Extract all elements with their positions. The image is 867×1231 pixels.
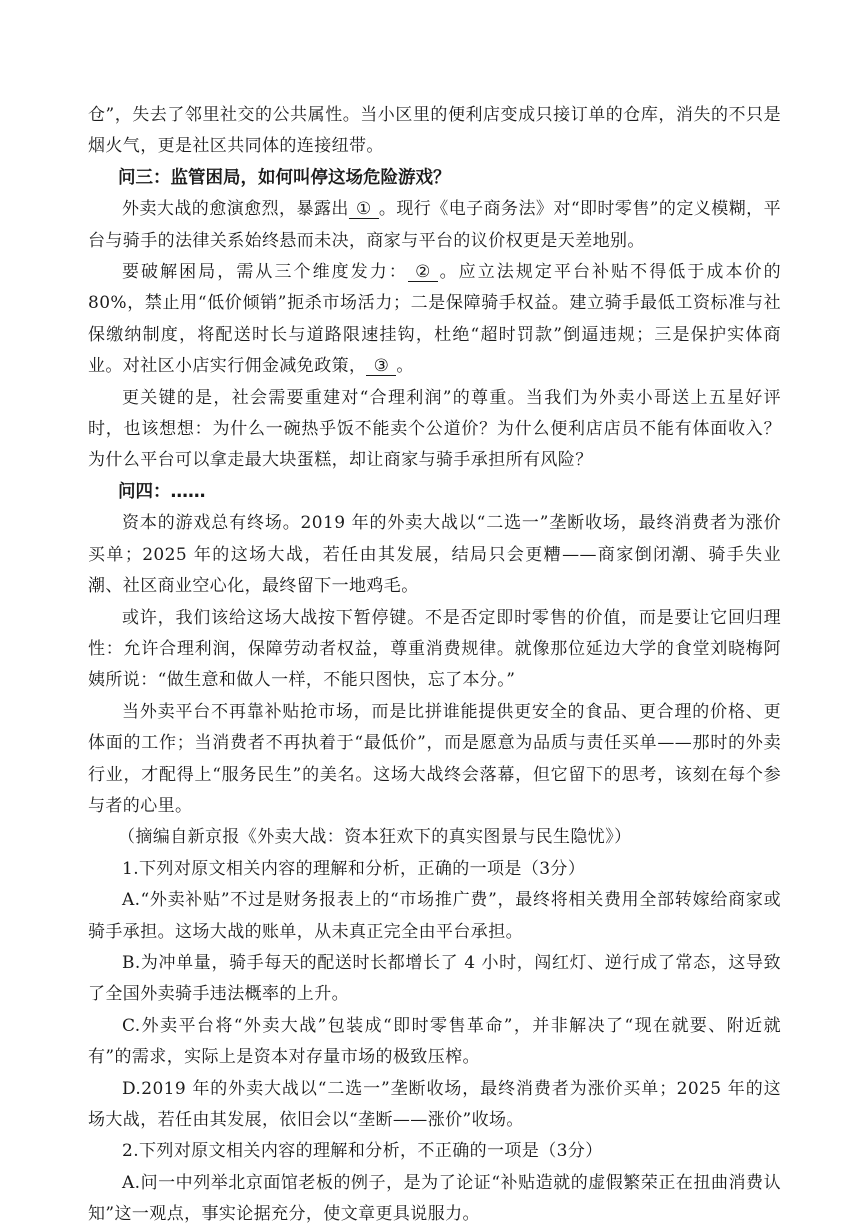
paragraph-conclusion: 当外卖平台不再靠补贴抢市场，而是比拼谁能提供更安全的食品、更合理的价格、更体面的工作；当消费者不再执着于“最低价”，而是愿意为品质与责任买单——那时的外卖行业，才配得上“服务民生”的美名。这场大战终会落幕，但它留下的思考，该刻在每个参与者的心里。 [88,701,781,816]
paragraph-text: 外卖大战的愈演愈烈，暴露出 [122,199,349,220]
question-1-option-c: C.外卖平台将“外卖大战”包装成“即时零售革命”，并非解决了“现在就要、附近就有”的需求，实际上是资本对存量市场的极致压榨。 [88,1015,781,1068]
fill-blank-1: ① [349,200,379,219]
fill-blank-3: ③ [366,357,396,376]
question-1-option-d: D.2019 年的外卖大战以“二选一”垄断收场，最终消费者为涨价买单；2025 年的这场大战，若任由其发展，依旧会以“垄断——涨价”收场。 [88,1078,781,1130]
question-2-stem: 2.下列对原文相关内容的理解和分析，不正确的一项是（3分） [122,1141,603,1162]
question-1-stem: 1.下列对原文相关内容的理解和分析，正确的一项是（3分） [122,858,586,879]
intro-paragraph-tail: 仓”，失去了邻里社交的公共属性。当小区里的便利店变成只接订单的仓库，消失的不只是烟火气，更是社区共同体的连接纽带。 [88,105,781,157]
question-1-option-a: A.“外卖补贴”不过是财务报表上的“市场推广费”，最终将相关费用全部转嫁给商家或骑手承担。这场大战的账单，从未真正完全由平台承担。 [88,890,781,942]
paragraph-text: 。 [396,356,414,377]
paragraph-text: 。现行《电子商务法》对“即时零售”的定义模糊，平台与骑手的法律关系始终悬而未决，商家与平台的议价权更是天差地别。 [88,199,782,251]
section-heading-q4: 问四：…… [118,481,206,502]
fill-blank-2: ② [408,263,438,282]
section-heading-q3: 问三：监管困局，如何叫停这场危险游戏？ [118,167,451,188]
question-1-option-b: B.为冲单量，骑手每天的配送时长都增长了 4 小时，闯红灯、逆行成了常态，这导致了全国外卖骑手违法概率的上升。 [88,952,781,1005]
question-2-option-a: A.问一中列举北京面馆老板的例子，是为了论证“补贴造就的虚假繁荣正在扭曲消费认知”这一观点，事实论据充分，使文章更具说服力。 [88,1172,781,1225]
paragraph-pause: 或许，我们该给这场大战按下暂停键。不是否定即时零售的价值，而是要让它回归理性：允许合理利润，保障劳动者权益，尊重消费规律。就像那位延边大学的食堂刘晓梅阿姨所说：“做生意和做人一样，不能只图快，忘了本分。” [88,607,781,691]
paragraph-reasonable-profit: 更关键的是，社会需要重建对“合理利润”的尊重。当我们为外卖小哥送上五星好评时，也该想想：为什么一碗热乎饭不能卖个公道价？为什么便利店店员不能有体面收入？为什么平台可以拿走最大块蛋糕，却让商家与骑手承担所有风险？ [88,387,781,471]
paragraph-text: 。应立法规定平台补贴不得低于成本价的 80%，禁止用“低价倾销”扼杀市场活力；二是保障骑手权益。建立骑手最低工资标准与社保缴纳制度，将配送时长与道路限速挂钩，杜绝“超时罚款”倒逼违规；三是保护实体商业。对社区小店实行佣金减免政策， [88,262,782,377]
paragraph-regulation-gap [88,194,781,257]
paragraph-capital-game: 资本的游戏总有终场。2019 年的外卖大战以“二选一”垄断收场，最终消费者为涨价买单；2025 年的这场大战，若任由其发展，结局只会更糟——商家倒闭潮、骑手失业潮、社区商业空心化，最终留下一地鸡毛。 [88,513,781,597]
paragraph-solutions [88,257,781,383]
source-citation: （摘编自新京报《外卖大战：资本狂欢下的真实图景与民生隐忧》） [118,827,632,848]
paragraph-text: 要破解困局，需从三个维度发力： [122,262,408,283]
